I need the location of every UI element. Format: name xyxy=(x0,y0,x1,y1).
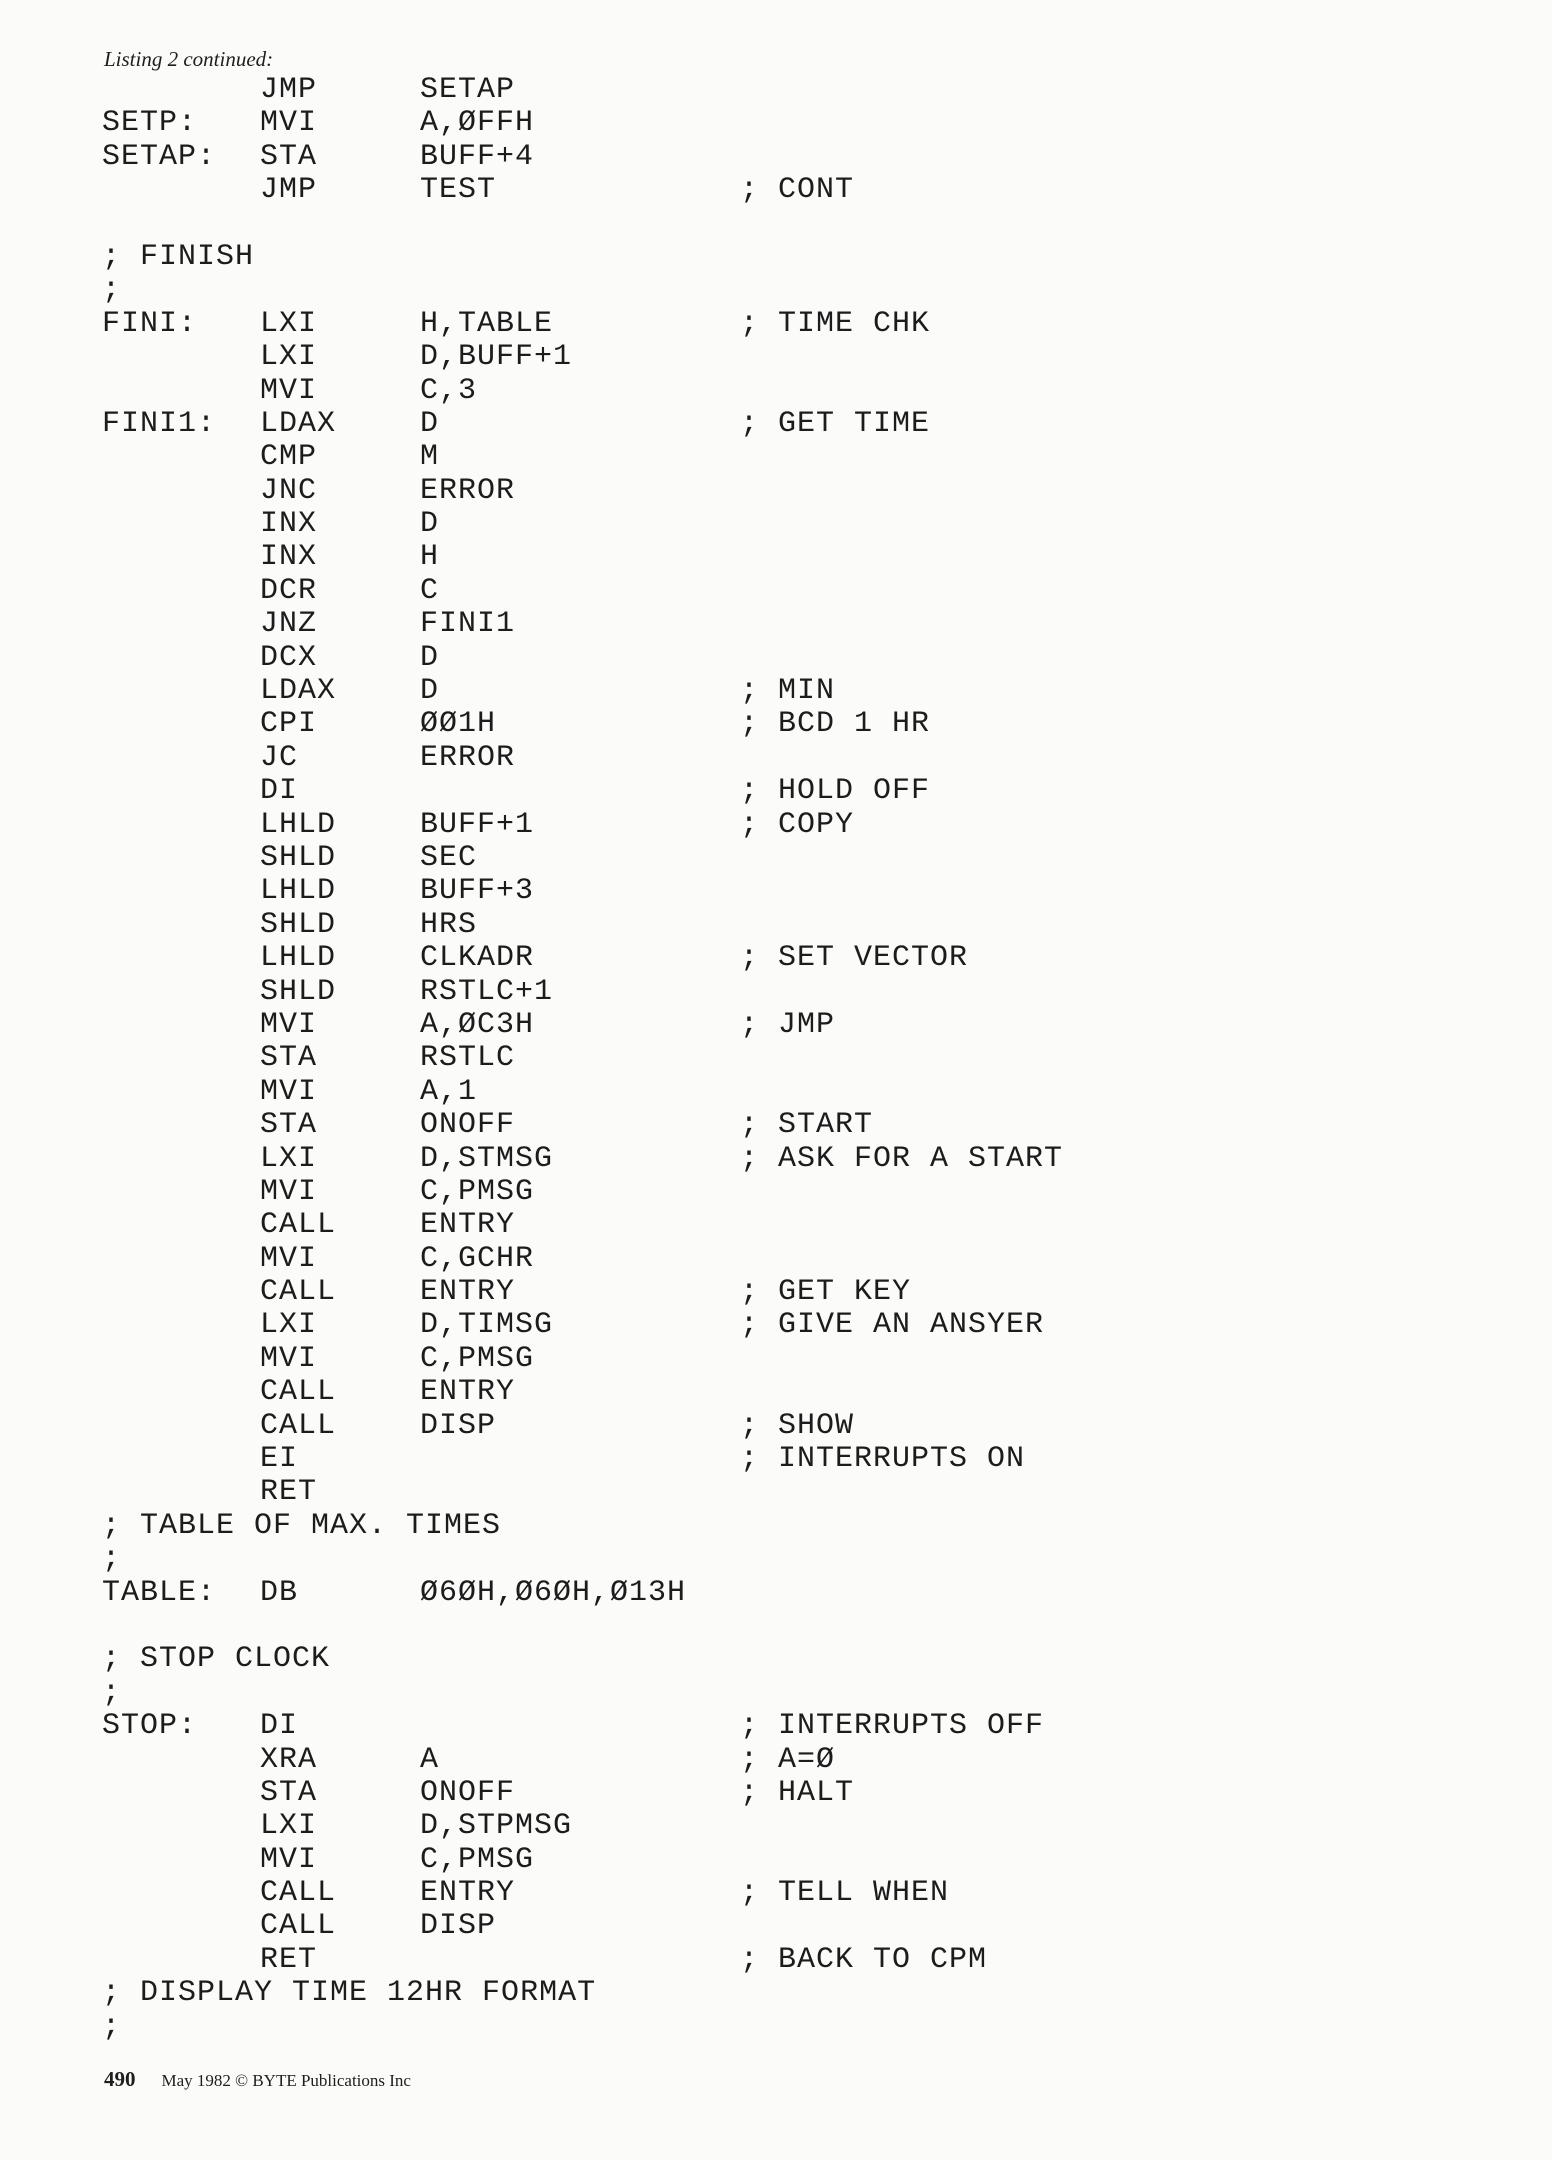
code-opcode: LXI xyxy=(260,306,318,341)
code-opcode: LXI xyxy=(260,1308,318,1343)
code-opcode: CALL xyxy=(260,1275,337,1310)
code-operand: D,TIMSG xyxy=(420,1308,554,1343)
code-opcode: JMP xyxy=(260,73,318,107)
comment-line: ; TABLE OF MAX. TIMES xyxy=(102,1508,502,1543)
code-opcode: LHLD xyxy=(260,807,337,842)
code-operand: C,GCHR xyxy=(420,1241,535,1276)
code-operand: ERROR xyxy=(420,740,516,775)
code-operand: ENTRY xyxy=(420,1208,516,1243)
code-operand: ENTRY xyxy=(420,1375,516,1410)
comment-line: ; DISPLAY TIME 12HR FORMAT xyxy=(102,1976,597,2011)
code-operand: A,1 xyxy=(420,1074,478,1109)
code-comment: ; MIN xyxy=(740,674,836,709)
code-comment: ; GET TIME xyxy=(740,406,931,441)
code-opcode: STA xyxy=(260,139,318,174)
code-operand: ENTRY xyxy=(420,1275,516,1310)
code-operand: D xyxy=(420,640,440,675)
code-opcode: LHLD xyxy=(260,941,337,976)
code-opcode: MVI xyxy=(260,106,318,141)
code-opcode: EI xyxy=(260,1442,299,1477)
code-operand: C xyxy=(420,573,440,608)
code-operand: BUFF+3 xyxy=(420,874,535,909)
code-opcode: CALL xyxy=(260,1876,337,1911)
code-operand: D xyxy=(420,674,440,709)
code-label: SETP: xyxy=(102,106,198,141)
code-operand: RSTLC+1 xyxy=(420,974,554,1009)
code-comment: ; A=Ø xyxy=(740,1742,836,1777)
code-operand: H xyxy=(420,540,440,575)
listing-caption: Listing 2 continued: xyxy=(104,47,274,71)
code-opcode: LDAX xyxy=(260,674,337,709)
code-operand: C,3 xyxy=(420,373,478,408)
code-opcode: DB xyxy=(260,1575,299,1610)
code-comment: ; GIVE AN ANSYER xyxy=(740,1308,1045,1343)
code-comment: ; START xyxy=(740,1108,874,1143)
page-footer xyxy=(104,2067,411,2092)
comment-line: ; xyxy=(102,273,122,308)
code-comment: ; BACK TO CPM xyxy=(740,1942,988,1977)
code-operand: ENTRY xyxy=(420,1876,516,1911)
code-operand: D,STPMSG xyxy=(420,1809,573,1844)
code-opcode: CALL xyxy=(260,1375,337,1410)
code-opcode: MVI xyxy=(260,1074,318,1109)
code-opcode: CALL xyxy=(260,1909,337,1944)
code-opcode: MVI xyxy=(260,373,318,408)
code-operand: Ø6ØH,Ø6ØH,Ø13H xyxy=(420,1575,687,1610)
code-opcode: LXI xyxy=(260,340,318,375)
code-comment: ; COPY xyxy=(740,807,855,842)
code-comment: ; SHOW xyxy=(740,1408,855,1443)
code-operand: DISP xyxy=(420,1909,497,1944)
code-opcode: XRA xyxy=(260,1742,318,1777)
code-operand: C,PMSG xyxy=(420,1174,535,1209)
code-opcode: INX xyxy=(260,507,318,542)
publication-credit: May 1982 © BYTE Publications Inc xyxy=(161,2071,411,2090)
code-opcode: JMP xyxy=(260,173,318,208)
code-opcode: DI xyxy=(260,1709,299,1744)
code-opcode: CPI xyxy=(260,707,318,742)
comment-line: ; xyxy=(102,1542,122,1577)
code-comment: ; INTERRUPTS ON xyxy=(740,1442,1026,1477)
code-opcode: DCR xyxy=(260,573,318,608)
code-operand: A xyxy=(420,1742,440,1777)
code-opcode: STA xyxy=(260,1775,318,1810)
code-comment: ; CONT xyxy=(740,173,855,208)
code-opcode: LXI xyxy=(260,1809,318,1844)
code-operand: M xyxy=(420,440,440,475)
code-opcode: CALL xyxy=(260,1208,337,1243)
code-opcode: LHLD xyxy=(260,874,337,909)
code-operand: FINI1 xyxy=(420,607,516,642)
code-label: FINI: xyxy=(102,306,198,341)
code-operand: BUFF+4 xyxy=(420,139,535,174)
code-label: SETAP: xyxy=(102,139,217,174)
code-operand: SETAP xyxy=(420,73,516,107)
code-comment: ; HALT xyxy=(740,1775,855,1810)
code-operand: CLKADR xyxy=(420,941,535,976)
code-operand: DISP xyxy=(420,1408,497,1443)
code-opcode: CALL xyxy=(260,1408,337,1443)
code-opcode: STA xyxy=(260,1041,318,1076)
code-operand: A,ØC3H xyxy=(420,1007,535,1042)
code-opcode: RET xyxy=(260,1475,318,1510)
code-comment: ; TIME CHK xyxy=(740,306,931,341)
code-opcode: LXI xyxy=(260,1141,318,1176)
comment-line: ; xyxy=(102,2009,122,2044)
code-operand: ØØ1H xyxy=(420,707,497,742)
code-label: STOP: xyxy=(102,1709,198,1744)
comment-line: ; FINISH xyxy=(102,239,255,274)
code-opcode: CMP xyxy=(260,440,318,475)
code-opcode: STA xyxy=(260,1108,318,1143)
code-opcode: RET xyxy=(260,1942,318,1977)
code-opcode: MVI xyxy=(260,1842,318,1877)
code-opcode: MVI xyxy=(260,1174,318,1209)
code-operand: D xyxy=(420,406,440,441)
code-opcode: SHLD xyxy=(260,907,337,942)
code-operand: C,PMSG xyxy=(420,1341,535,1376)
code-operand: C,PMSG xyxy=(420,1842,535,1877)
comment-line: ; xyxy=(102,1675,122,1710)
code-opcode: JC xyxy=(260,740,299,775)
code-operand: HRS xyxy=(420,907,478,942)
code-opcode: MVI xyxy=(260,1341,318,1376)
code-opcode: INX xyxy=(260,540,318,575)
comment-line: ; STOP CLOCK xyxy=(102,1642,331,1677)
code-opcode: MVI xyxy=(260,1241,318,1276)
code-comment: ; GET KEY xyxy=(740,1275,912,1310)
code-opcode: SHLD xyxy=(260,840,337,875)
code-comment: ; HOLD OFF xyxy=(740,774,931,809)
code-opcode: DCX xyxy=(260,640,318,675)
code-opcode: JNC xyxy=(260,473,318,508)
code-opcode: JNZ xyxy=(260,607,318,642)
code-operand: RSTLC xyxy=(420,1041,516,1076)
code-opcode: SHLD xyxy=(260,974,337,1009)
code-operand: H,TABLE xyxy=(420,306,554,341)
code-operand: SEC xyxy=(420,840,478,875)
code-operand: TEST xyxy=(420,173,497,208)
code-operand: ONOFF xyxy=(420,1108,516,1143)
code-label: TABLE: xyxy=(102,1575,217,1610)
page-number: 490 xyxy=(104,2067,136,2091)
code-opcode: DI xyxy=(260,774,299,809)
code-operand: D,BUFF+1 xyxy=(420,340,573,375)
code-comment: ; TELL WHEN xyxy=(740,1876,950,1911)
code-label: FINI1: xyxy=(102,406,217,441)
code-comment: ; ASK FOR A START xyxy=(740,1141,1064,1176)
code-opcode: MVI xyxy=(260,1007,318,1042)
code-opcode: LDAX xyxy=(260,406,337,441)
code-operand: ONOFF xyxy=(420,1775,516,1810)
code-comment: ; SET VECTOR xyxy=(740,941,969,976)
code-operand: D,STMSG xyxy=(420,1141,554,1176)
code-comment: ; JMP xyxy=(740,1007,836,1042)
code-comment: ; INTERRUPTS OFF xyxy=(740,1709,1045,1744)
code-operand: ERROR xyxy=(420,473,516,508)
code-operand: A,ØFFH xyxy=(420,106,535,141)
code-comment: ; BCD 1 HR xyxy=(740,707,931,742)
code-operand: BUFF+1 xyxy=(420,807,535,842)
code-operand: D xyxy=(420,507,440,542)
